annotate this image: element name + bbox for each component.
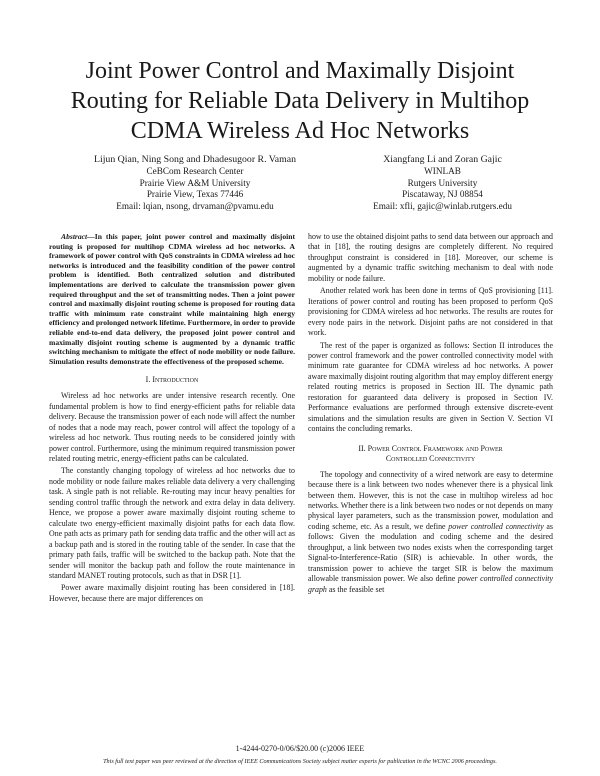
text-run: The topology and connectivity of a wired network are easy to determine because there is a link between two nodes whenever there is a physical link between them. However, this is not the case in multihop wireless ad hoc networks. Whether there is a link between two nodes or not depends on many physical layer parameters, such as the transmission power, modulation and coding scheme, etc. As a result, we define [308,469,553,531]
intro-paragraph: Power aware maximally disjoint routing has been considered in [18]. However, because there are major differences on [49,583,295,603]
defined-term: power controlled connectivity [448,521,544,531]
body-paragraph: Another related work has been done in terms of QoS provisioning [11]. Iterations of power control and routing has been proposed to perform QoS provisioning for CDMA wireless ad hoc networks. The results are routes for every node pairs in the network. Disjoint paths are not considered in that work. [308,286,553,338]
author-group-left [60,154,330,213]
review-note: This full text paper was peer reviewed at the direction of IEEE Communications Society subject matter experts for publication in the WCNC 2006 proceedings. [103,758,497,765]
author-city: Piscataway, NJ 08854 [402,189,483,200]
body-paragraph: how to use the obtained disjoint paths to send data between our approach and that in [18], the routing designs are completely different. No required throughput constraint is considered in [18]. Moreover, our scheme is augmented by a dynamic traffic switching mechanism to deal with node mobility or node failure. [308,232,553,283]
intro-paragraph: The constantly changing topology of wireless ad hoc networks due to node mobility or node failure makes reliable data delivery a very challenging task. A single path is not reliable. Re-routing may incur heavy penalties for sending control traffic through the network and extra delay in data delivery. Hence, we propose a power aware maximally disjoint routing scheme to calculate two energy-efficient maximally disjoint paths for each data flow. One path acts as primary path for sending data traffic and the other will act as a backup path and is stored in the routing table of the sender. In case that the primary path fails, traffic will be switched to the backup path. Note that the sender will monitor the backup path and follow the route maintenance in standard MANET routing protocols, such as that in DSR [1]. [49,466,295,581]
section2-paragraph [308,470,553,595]
intro-paragraph: Wireless ad hoc networks are under intensive research recently. One fundamental problem is how to find energy-efficient paths for reliable data delivery. Because the transmission power of each node will affect the number of nodes that a node may reach, power control will affect the topology of a wireless ad hoc network. Thus routing needs to be considered jointly with power control. Furthermore, using the minimum required transmission power related routing metric, energy-efficient paths can be calculated. [49,391,295,464]
paper-title [40,56,560,146]
title-line: CDMA Wireless Ad Hoc Networks [130,118,470,144]
section-heading-power-control [308,444,553,464]
right-column [308,232,553,595]
author-email: Email: xfli, gajic@winlab.rutgers.edu [373,201,512,212]
author-names: Xiangfang Li and Zoran Gajic [383,154,502,165]
title-line: Joint Power Control and Maximally Disjoint [85,58,515,84]
author-org: CeBCom Research Center [146,165,244,176]
author-city: Prairie View, Texas 77446 [146,189,244,200]
defined-term: power controlled connectivity graph [308,574,553,594]
author-group-right [330,154,555,213]
text-run: as the feasible set [326,584,385,594]
copyright-code: 1-4244-0270-0/06/$20.00 (c)2006 IEEE [235,744,365,753]
abstract-label: Abstract [61,232,88,241]
abstract-text: —In this paper, joint power control and maximally disjoint routing is proposed for multihop CDMA wireless ad hoc networks. A framework of power control with QoS constraints in CDMA wireless ad hoc networks is introduced and the feasibility condition of the power control problem is identified. Both centralized solution and distributed implementations are derived to calculate the transmission power given required throughput and the set of transmitting nodes. Then a joint power control and maximally disjoint routing scheme is proposed for routing data traffic with minimum rate constraint while maintaining high energy efficiency and prolonged network lifetime. Furthermore, in order to provide reliable end-to-end data delivery, the proposed joint power control and maximally disjoint routing scheme is augmented by a dynamic traffic switching mechanism to mitigate the effect of node mobility or node failure. Simulation results demonstrate the effectiveness of the proposed scheme. [49,232,295,366]
section-heading-line: II. Power Control Framework and Power [358,443,503,453]
author-org: WINLAB [424,165,461,176]
title-line: Routing for Reliable Data Delivery in Multihop [70,88,530,114]
text-run: as follows: Given the modulation and coding scheme and the desired throughput, a link between two nodes exists when the corresponding target Signal-to-Interference-Ratio (SIR) is achievable. In other words, the transmission power to achieve the target SIR is below the maximum allowable transmission power. We also define [308,521,553,584]
left-column [49,232,295,604]
section-heading-introduction: I. Introduction [145,375,199,385]
author-names: Lijun Qian, Ning Song and Dhadesugoor R. Vaman [94,154,296,165]
body-paragraph: The rest of the paper is organized as follows: Section II introduces the power control framework and the power controlled connectivity model with minimum rate guarantee for CDMA wireless ad hoc networks. A power aware maximally disjoint routing algorithm that may employ different energy related routing metrics is proposed in Section III. The dynamic path restoration for guaranteed data delivery is proposed in Section IV. Performance evaluations are performed through extensive discrete-event simulations and the simulation results are given in Section V. Section VI contains the concluding remarks. [308,340,553,434]
author-university: Rutgers University [407,177,478,188]
section-heading-line: Controlled Connectivity [385,453,476,463]
author-email: Email: lqian, nsong, drvaman@pvamu.edu [116,201,274,212]
abstract [49,232,295,366]
author-university: Prairie View A&M University [139,177,251,188]
